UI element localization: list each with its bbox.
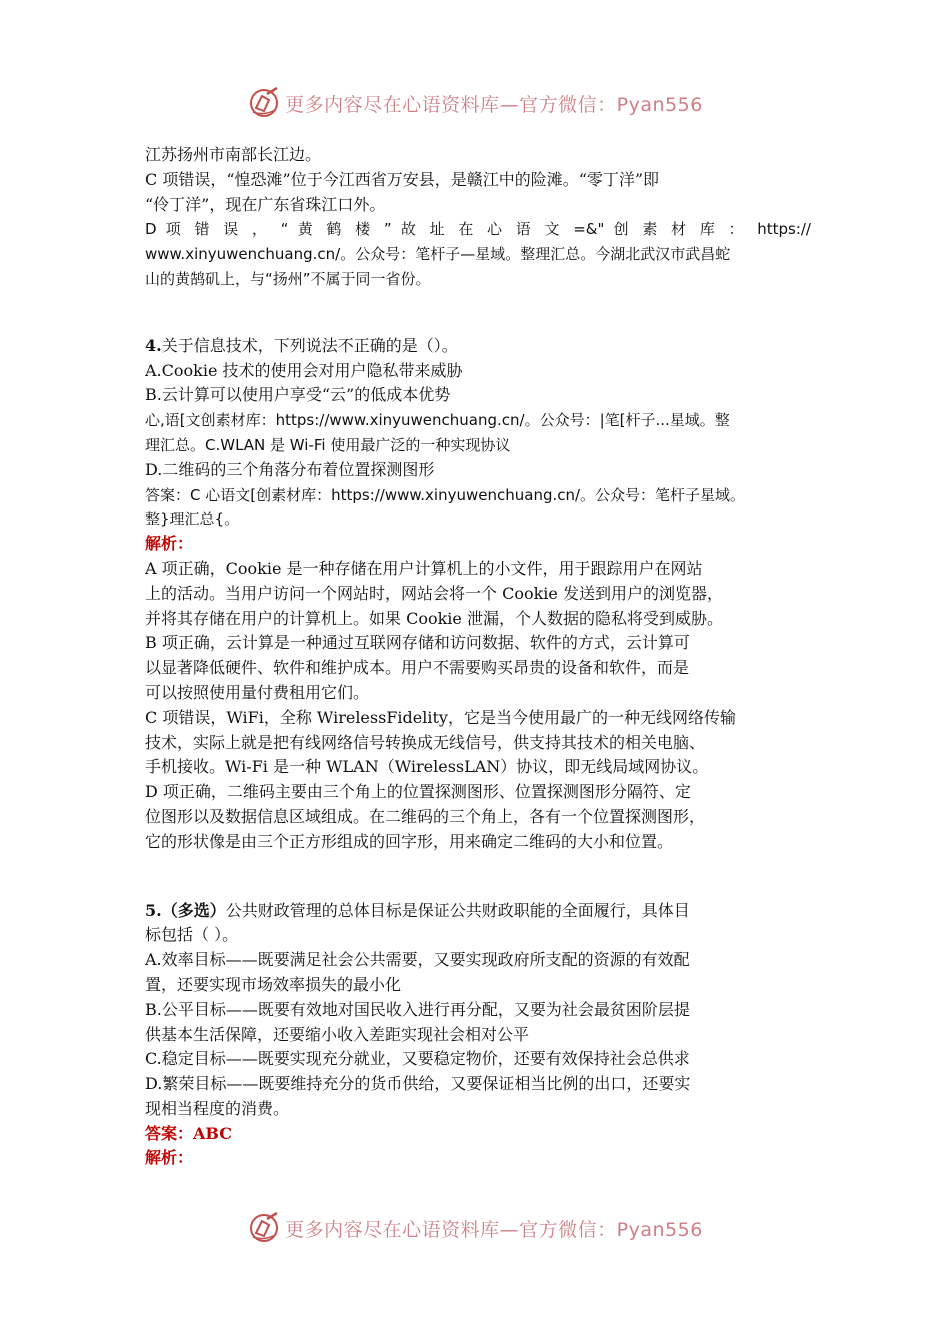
question-5 [145, 899, 811, 1172]
option-d: D.二维码的三个角落分布着位置探测图形 [145, 459, 435, 479]
option-c-line: 理汇总。C.WLAN 是 Wi-Fi 使用最广泛的一种实现协议 [145, 435, 511, 454]
option-b: B.云计算可以使用户享受“云”的低成本优势 [145, 385, 451, 405]
analysis-line: C 项错误，WiFi，全称 WirelessFidelity，它是当今使用最广的一种无线网络传输 [145, 707, 736, 727]
watermark-line: 心,语[文创素材库：https://www.xinyuwenchuang.cn/。公众号：|笔[杆子...星域。整 [145, 411, 730, 430]
analysis-line: 技术，实际上就是把有线网络信号转换成无线信号，供支持其技术的相关电脑、 [145, 732, 706, 752]
option-line: 供基本生活保障，还要缩小收入差距实现社会相对公平 [145, 1024, 530, 1044]
question-text: 公共财政管理的总体目标是保证公共财政职能的全面履行，具体目 [225, 900, 690, 920]
text-line: C 项错误，“惶恐滩”位于今江西省万安县，是赣江中的险滩。“零丁洋”即 [145, 169, 660, 189]
text-line: www.xinyuwenchuang.cn/。公众号：笔杆子—星域。整理汇总。今湖北武汉市武昌蛇 [145, 245, 731, 264]
text-line: D 项 错 误 ， “ 黄 鹤 楼 ” 故 址 在 心 语 文 =&" 创 素 材 库 ： https:// [145, 220, 811, 239]
book-pen-logo-icon [247, 1211, 281, 1245]
spacer [145, 292, 811, 334]
text-line: 江苏扬州市南部长江边。 [145, 145, 322, 164]
analysis-line: 可以按照使用量付费租用它们。 [145, 682, 370, 702]
spacer [145, 855, 811, 899]
option-line: D.繁荣目标——既要维持充分的货币供给，又要保证相当比例的出口，还要实 [145, 1074, 691, 1094]
analysis-line: B 项正确，云计算是一种通过互联网存储和访问数据、软件的方式，云计算可 [145, 633, 690, 653]
header-banner [0, 80, 950, 126]
question-stem [145, 899, 811, 924]
answer-line: 答案：ABC [145, 1123, 232, 1143]
question-text: 关于信息技术，下列说法不正确的是（）。 [161, 335, 458, 355]
analysis-line: A 项正确，Cookie 是一种存储在用户计算机上的小文件，用于跟踪用户在网站 [145, 558, 703, 578]
footer-banner [0, 1205, 950, 1251]
option-a: A.Cookie 技术的使用会对用户隐私带来威胁 [145, 360, 463, 380]
q3-tail [145, 143, 811, 292]
banner-text: 更多内容尽在心语资料库—官方微信：Pyan556 [285, 1218, 703, 1241]
banner-text: 更多内容尽在心语资料库—官方微信：Pyan556 [285, 93, 703, 116]
analysis-line: D 项正确，二维码主要由三个角上的位置探测图形、位置探测图形分隔符、定 [145, 782, 691, 802]
question-type-tag: （多选） [161, 900, 226, 920]
option-line: C.稳定目标——既要实现充分就业，又要稳定物价，还要有效保持社会总供求 [145, 1049, 690, 1069]
analysis-line: 以显著降低硬件、软件和维护成本。用户不需要购买昂贵的设备和软件，而是 [145, 658, 690, 678]
question-stem [145, 334, 811, 359]
analysis-line: 位图形以及数据信息区域组成。在二维码的三个角上，各有一个位置探测图形， [145, 806, 706, 826]
option-line: 现相当程度的消费。 [145, 1098, 290, 1118]
answer-line: 答案：C 心语文[创素材库：https://www.xinyuwenchuang.cn/。公众号：笔杆子星域。 [145, 485, 746, 504]
question-4 [145, 334, 811, 855]
option-line: B.公平目标——既要有效地对国民收入进行再分配，又要为社会最贫困阶层提 [145, 999, 690, 1019]
analysis-line: 上的活动。当用户访问一个网站时，网站会将一个 Cookie 发送到用户的浏览器， [145, 583, 723, 603]
question-text: 标包括（ ）。 [145, 925, 239, 945]
answer-line: 整}理汇总{。 [145, 510, 240, 529]
analysis-line: 并将其存储在用户的计算机上。如果 Cookie 泄漏，个人数据的隐私将受到威胁。 [145, 608, 723, 628]
analysis-line: 它的形状像是由三个正方形组成的回字形，用来确定二维码的大小和位置。 [145, 831, 674, 851]
document-body [145, 143, 811, 1171]
book-pen-logo-icon [247, 86, 281, 120]
option-line: A.效率目标——既要满足社会公共需要，又要实现政府所支配的资源的有效配 [145, 950, 690, 970]
text-line: “伶丁洋”，现在广东省珠江口外。 [145, 194, 386, 214]
text-line: 山的黄鹄矶上，与“扬州”不属于同一省份。 [145, 269, 431, 288]
analysis-line: 手机接收。Wi-Fi 是一种 WLAN（WirelessLAN）协议，即无线局域网协议。 [145, 757, 709, 777]
analysis-label: 解析： [145, 1148, 194, 1168]
question-number: 5. [145, 900, 162, 920]
question-number: 4. [145, 335, 162, 355]
analysis-label: 解析： [145, 534, 194, 554]
option-line: 置，还要实现市场效率损失的最小化 [145, 974, 402, 994]
